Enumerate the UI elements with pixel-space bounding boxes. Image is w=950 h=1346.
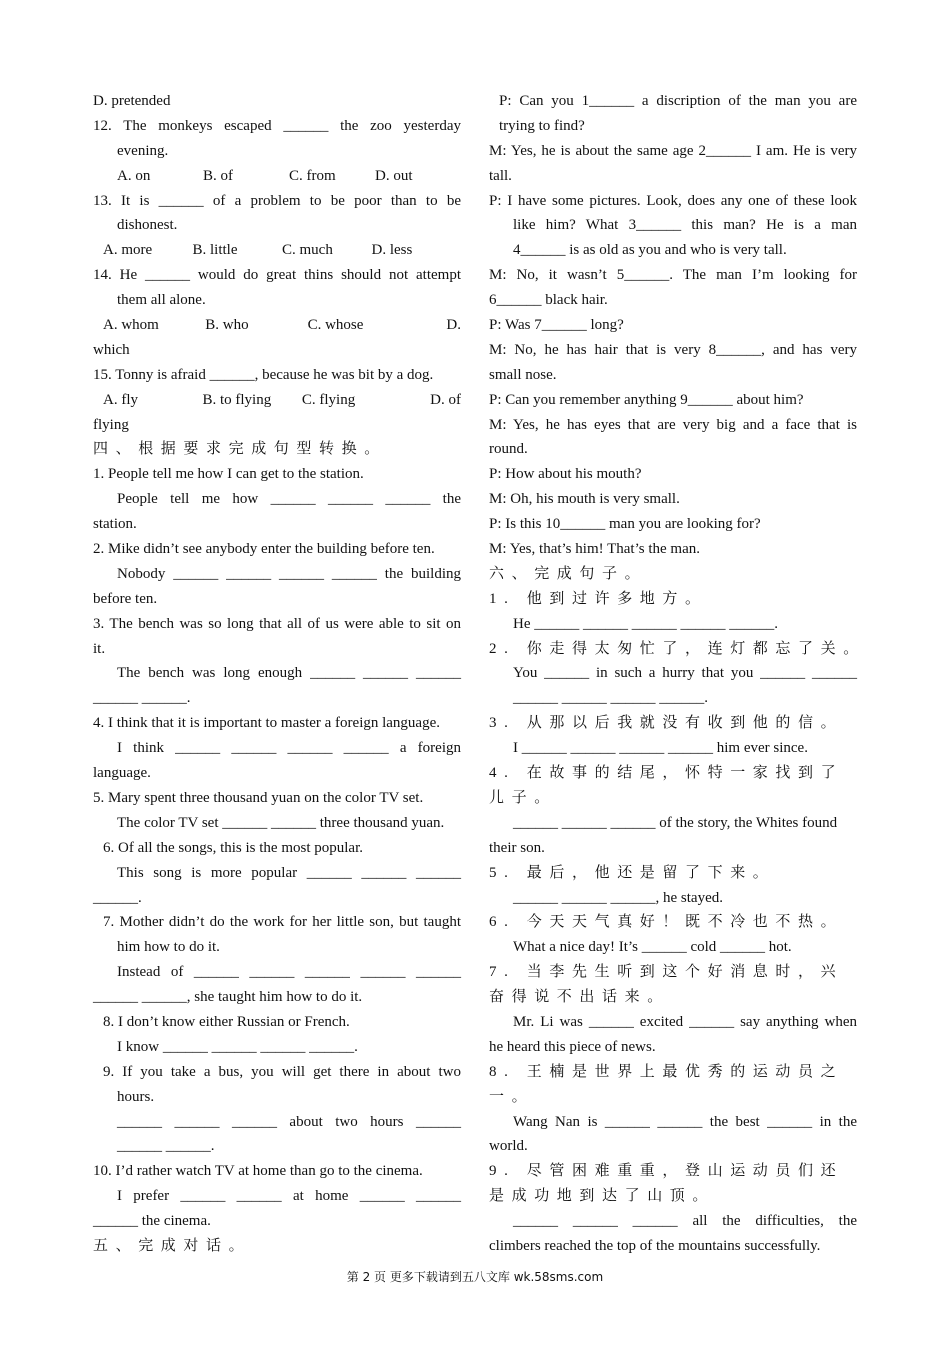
text-line: 5. Mary spent three thousand yuan on the color TV set.: [93, 789, 424, 806]
dialog-line: M: Yes, that’s him! That’s the man.: [489, 541, 700, 558]
section-6-heading: 六、完成句子。: [489, 565, 648, 582]
text-line: Instead of ______ ______ ______ ______ ______: [117, 964, 461, 981]
text-line: language.: [93, 765, 151, 782]
text-line: their son.: [489, 839, 545, 856]
option: B. of: [203, 167, 233, 184]
text-line: hours.: [117, 1088, 155, 1105]
question-14: 14. He ______ would do great thins should not attempt: [93, 267, 461, 284]
text-line: 一。: [489, 1088, 535, 1105]
text-line: flying: [93, 416, 129, 433]
text-line: it.: [93, 640, 106, 657]
text-line: What a nice day! It’s ______ cold ______ hot.: [513, 939, 792, 956]
text-line: ______ ______ ______ of the story, the Whites found: [513, 814, 838, 831]
option: C. whose: [307, 317, 364, 334]
text-line: 2. Mike didn’t see anybody enter the building before ten.: [93, 541, 435, 558]
option: B. little: [192, 242, 238, 259]
text-line: him how to do it.: [117, 939, 220, 956]
option: B. who: [205, 317, 249, 334]
text-line: ______ ______ ______ all the difficulties, the: [513, 1213, 857, 1230]
text-line: climbers reached the top of the mountains successfully.: [489, 1237, 821, 1254]
text-line: ______ ______ ______, he stayed.: [513, 889, 723, 906]
dialog-line: 6______ black hair.: [489, 292, 608, 309]
dialog-line: trying to find?: [499, 117, 585, 134]
option: C. flying: [301, 391, 356, 408]
text-line: The color TV set ______ ______ three thousand yuan.: [117, 814, 445, 831]
dialog-line: 4______ is as old as you and who is very tall.: [513, 242, 787, 259]
dialog-line: P: I have some pictures. Look, does any one of these look: [489, 192, 857, 209]
option: D. less: [371, 242, 413, 259]
dialog-line: M: No, it wasn’t 5______. The man I’m looking for: [489, 267, 857, 284]
dialog-line: M: Oh, his mouth is very small.: [489, 491, 680, 508]
text-line: 4. 在故事的结尾，怀特一家找到了: [489, 765, 844, 782]
text-line: I know ______ ______ ______ ______.: [117, 1038, 358, 1055]
section-5-heading: 五、完成对话。: [93, 1237, 252, 1254]
dialog-line: M: Yes, he has eyes that are very big and a face that is: [489, 416, 857, 433]
text-line: station.: [93, 516, 137, 533]
text-line: ______ ______ ______ ______.: [513, 690, 708, 707]
text-line: 1. 他到过许多地方。: [489, 590, 708, 607]
text-line: ______ ______.: [117, 1138, 215, 1155]
text-line: He ______ ______ ______ ______ ______.: [513, 615, 778, 632]
text-line: You ______ in such a hurry that you ______ ______: [513, 665, 857, 682]
option: D.: [446, 317, 461, 334]
text-line: This song is more popular ______ ______ ______: [117, 864, 461, 881]
text-line: before ten.: [93, 590, 158, 607]
options-14: [93, 313, 461, 338]
dialog-line: M: No, he has hair that is very 8______, and has very: [489, 341, 857, 358]
page-footer: 第 2 页 更多下载请到五八文库 wk.58sms.com: [346, 1270, 604, 1284]
text-line: I prefer ______ ______ at home ______ ______: [117, 1188, 461, 1205]
text-line: 6. 今天天气真好！既不冷也不热。: [489, 914, 844, 931]
text-line: D. pretended: [93, 93, 171, 109]
option: D. out: [375, 167, 413, 184]
text-line: 4. I think that it is important to master a foreign language.: [93, 715, 440, 732]
dialog-line: P: Was 7______ long?: [489, 317, 624, 334]
text-line: 5. 最后，他还是留了下来。: [489, 864, 776, 881]
text-line: Wang Nan is ______ ______ the best ______ in the: [513, 1113, 857, 1130]
option: A. on: [117, 167, 151, 184]
dialog-line: like him? What 3______ this man? He is a man: [513, 217, 857, 234]
text-line: them all alone.: [117, 292, 206, 309]
section-4-heading: 四、根据要求完成句型转换。: [93, 441, 387, 458]
text-line: I ______ ______ ______ ______ him ever since.: [513, 740, 808, 757]
text-line: 8. 王楠是世界上最优秀的运动员之: [489, 1063, 844, 1080]
text-line: 8. I don’t know either Russian or French.: [103, 1013, 350, 1030]
text-line: ______ ______, she taught him how to do it.: [93, 989, 363, 1006]
text-line: 1. People tell me how I can get to the station.: [93, 466, 364, 483]
text-line: 7. Mother didn’t do the work for her little son, but taught: [103, 914, 461, 931]
text-line: dishonest.: [117, 217, 178, 234]
text-line: Mr. Li was ______ excited ______ say anything when: [513, 1013, 857, 1030]
text-line: 7. 当李先生听到这个好消息时，兴: [489, 964, 844, 981]
text-line: world.: [489, 1138, 528, 1155]
text-line: 3. The bench was so long that all of us were able to sit on: [93, 615, 461, 632]
option: D. of: [430, 391, 461, 408]
dialog-line: M: Yes, he is about the same age 2______ I am. He is very: [489, 142, 857, 159]
dialog-line: tall.: [489, 167, 512, 184]
text-line: ______ the cinema.: [93, 1213, 211, 1230]
text-line: 是成功地到达了山顶。: [489, 1188, 716, 1205]
text-line: he heard this piece of news.: [489, 1038, 656, 1055]
text-line: 10. I’d rather watch TV at home than go to the cinema.: [93, 1163, 423, 1180]
question-13: 13. It is ______ of a problem to be poor than to be: [93, 192, 461, 209]
text-line: 9. If you take a bus, you will get there in about two: [103, 1063, 461, 1080]
options-13: [93, 238, 461, 263]
text-line: ______ ______ ______ about two hours ______: [117, 1113, 461, 1130]
text-line: 9. 尽管困难重重，登山运动员们还: [489, 1163, 844, 1180]
text-line: evening.: [117, 142, 169, 159]
question-12: 12. The monkeys escaped ______ the zoo yesterday: [93, 117, 461, 134]
text-line: 3. 从那以后我就没有收到他的信。: [489, 715, 844, 732]
text-line: I think ______ ______ ______ ______ a foreign: [117, 740, 461, 757]
text-line: ______.: [93, 889, 142, 906]
dialog-line: round.: [489, 441, 528, 458]
question-15: 15. Tonny is afraid ______, because he was bit by a dog.: [93, 366, 434, 383]
dialog-line: P: Is this 10______ man you are looking for?: [489, 516, 761, 533]
dialog-line: P: Can you 1______ a discription of the man you are: [499, 93, 857, 109]
text-line: 奋得说不出话来。: [489, 989, 670, 1006]
left-column: [93, 89, 461, 1259]
right-column: [489, 89, 866, 1259]
text-line: The bench was long enough ______ ______ ______: [117, 665, 461, 682]
options-12: [93, 164, 461, 189]
option: C. much: [282, 242, 333, 259]
dialog-line: P: Can you remember anything 9______ about him?: [489, 391, 804, 408]
text-line: People tell me how ______ ______ ______ the: [117, 491, 461, 508]
dialog-line: small nose.: [489, 366, 557, 383]
option: A. more: [103, 242, 153, 259]
text-line: 儿子。: [489, 789, 557, 806]
dialog-line: P: How about his mouth?: [489, 466, 642, 483]
text-line: Nobody ______ ______ ______ ______ the building: [117, 565, 461, 582]
option: B. to flying: [202, 391, 272, 408]
text-line: ______ ______.: [93, 690, 191, 707]
text-line: which: [93, 341, 130, 358]
option: C. from: [289, 167, 336, 184]
text-line: 2. 你走得太匆忙了，连灯都忘了关。: [489, 640, 866, 657]
option: A. fly: [103, 391, 138, 408]
option: A. whom: [103, 317, 159, 334]
options-15: [93, 388, 461, 413]
text-line: 6. Of all the songs, this is the most popular.: [103, 839, 363, 856]
